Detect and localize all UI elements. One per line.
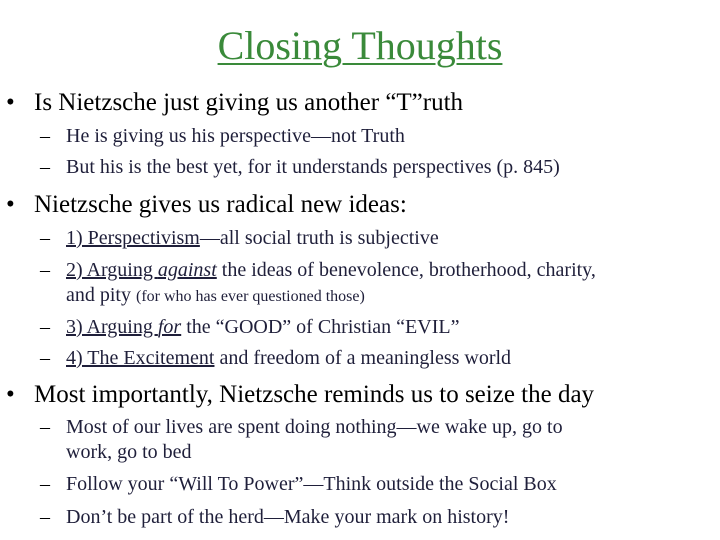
sub-1-2-text: But his is the best yet, for it understands perspectives (p. 845) <box>66 156 560 178</box>
sub-2-2-text <box>66 258 596 283</box>
sub-2-2-line2-text: and pity <box>66 284 136 306</box>
dash: – <box>40 259 50 281</box>
bullet-2-text: Nietzsche gives us radical new ideas: <box>34 191 407 218</box>
sub-1-1-text: He is giving us his perspective—not Truth <box>66 125 405 147</box>
arguing-against-label: 2) Arguing <box>66 259 158 281</box>
bullet-dot: • <box>6 191 15 218</box>
arguing-for-label: 3) Arguing <box>66 316 158 338</box>
dash: – <box>40 473 50 495</box>
sub-2-4-text <box>66 346 511 371</box>
sub-2-3-rest: the “GOOD” of Christian “EVIL” <box>181 316 460 338</box>
perspectivism-link: 1) Perspectivism <box>66 227 200 249</box>
dash: – <box>40 416 50 438</box>
dash: – <box>40 316 50 338</box>
sub-3-1-text: Most of our lives are spent doing nothing—we wake up, go to <box>66 416 563 438</box>
sub-3-3-text: Don’t be part of the herd—Make your mark on history! <box>66 506 510 528</box>
dash: – <box>40 227 50 249</box>
dash: – <box>40 156 50 178</box>
dash: – <box>40 506 50 528</box>
sub-2-2-paren: (for who has ever questioned those) <box>136 288 365 305</box>
dash: – <box>40 347 50 369</box>
sub-2-2-line2 <box>66 283 365 309</box>
sub-2-4-rest: and freedom of a meaningless world <box>214 347 512 369</box>
against-emphasis: against <box>157 259 217 281</box>
bullet-dot: • <box>6 381 15 408</box>
sub-3-2-text: Follow your “Will To Power”—Think outside the Social Box <box>66 473 557 495</box>
bullet-3-text: Most importantly, Nietzsche reminds us to seize the day <box>34 381 595 408</box>
sub-2-3-text <box>66 315 459 340</box>
sub-3-1-line2: work, go to bed <box>66 441 192 463</box>
dash: – <box>40 125 50 147</box>
excitement-label: 4) The Excitement <box>66 347 215 369</box>
sub-2-1-text <box>66 226 439 251</box>
sub-2-2-rest: the ideas of benevolence, brotherhood, charity, <box>216 259 596 281</box>
slide-title: Closing Thoughts <box>217 23 503 68</box>
sub-2-1-rest: —all social truth is subjective <box>199 227 439 249</box>
bullet-dot: • <box>6 89 15 116</box>
bullet-1-text: Is Nietzsche just giving us another “T”ruth <box>34 89 464 116</box>
for-emphasis: for <box>157 316 182 338</box>
